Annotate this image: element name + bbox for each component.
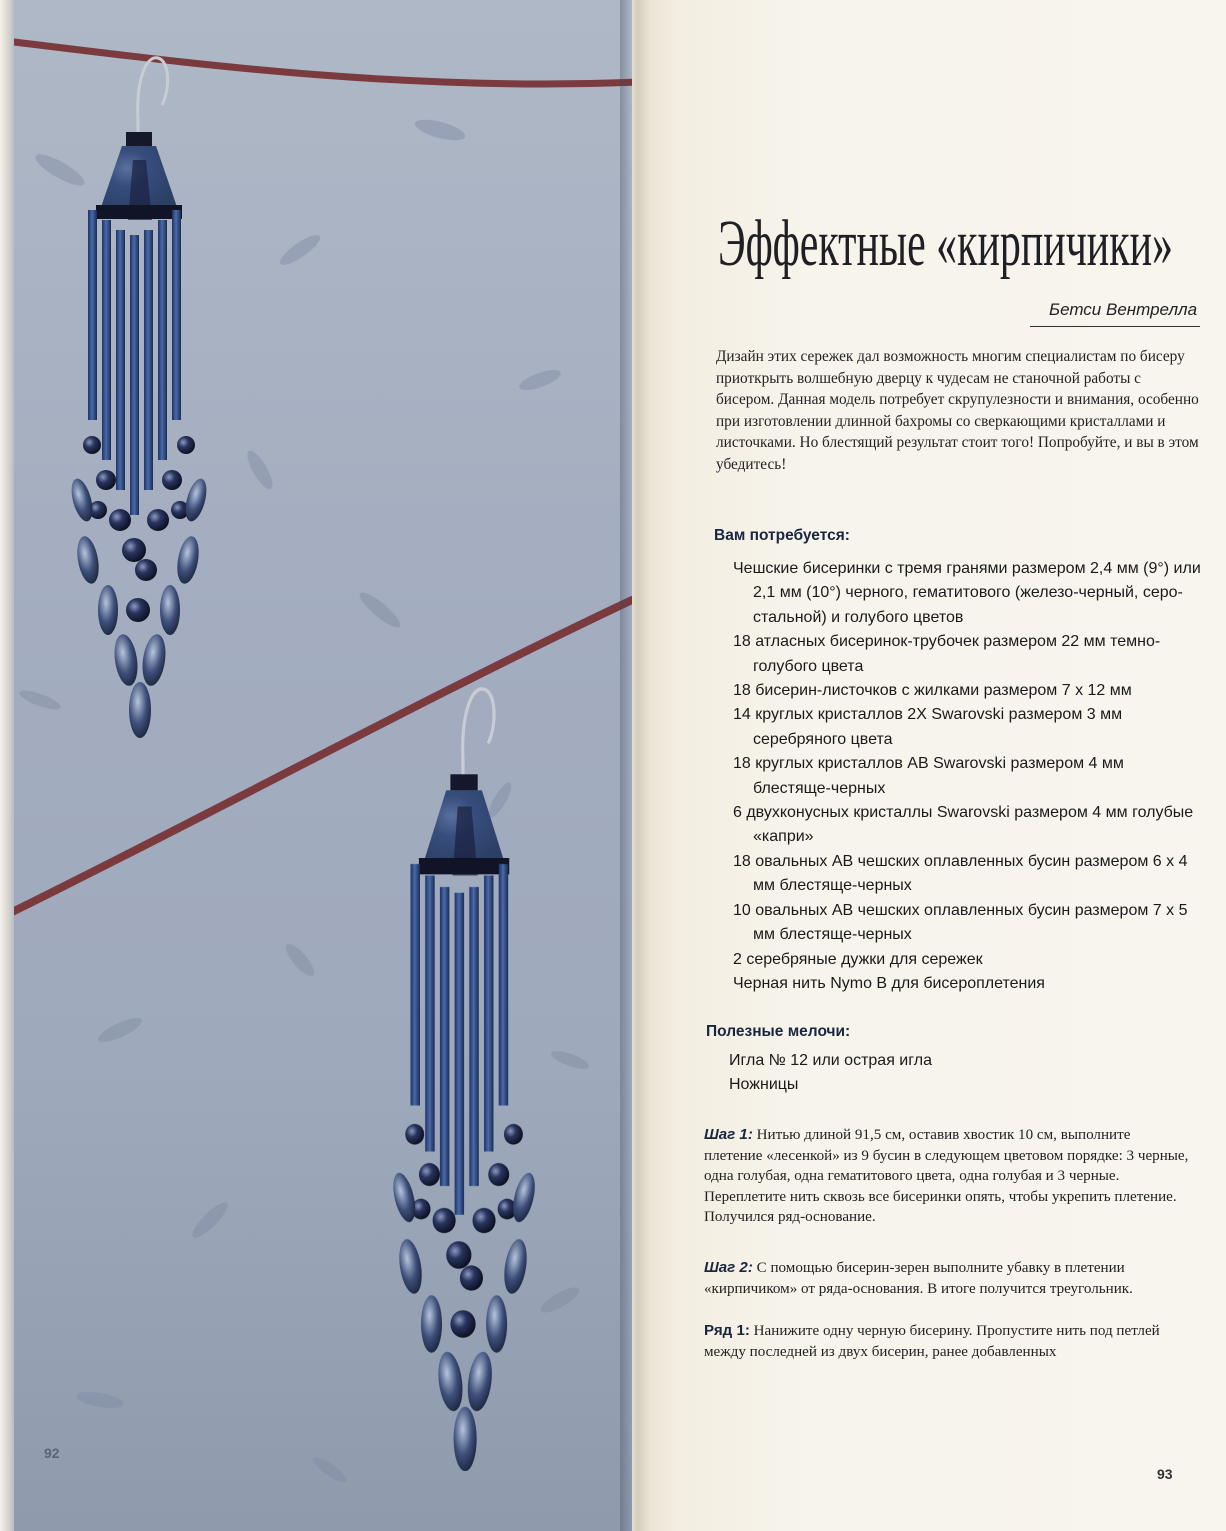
row-1-label: Ряд 1: [704, 1322, 750, 1339]
list-item: 14 круглых кристаллов 2X Swarovski размером 3 мм серебряного цвета [733, 706, 1123, 748]
materials-list [733, 557, 1203, 996]
step-1 [704, 1125, 1190, 1228]
article-title [718, 165, 1198, 305]
page-edge [0, 0, 14, 1531]
list-item: 18 круглых кристаллов AB Swarovski размером 4 мм блестяще-черных [733, 755, 1124, 797]
step-2-text: С помощью бисерин-зерен выполните убавку в плетении «кирпичиком» от ряда-основания. В итоге получится треугольник. [704, 1260, 1133, 1297]
step-2 [704, 1258, 1190, 1299]
materials-heading: Вам потребуется: [714, 527, 850, 544]
step-1-text: Нитью длиной 91,5 см, оставив хвостик 10 см, выполните плетение «лесенкой» из 9 бусин в следующем цветовом порядке: 3 черные, одна голубая, одна гематитового цвета, одна голубая и 3 черные. Переплетите нить сквозь все бисеринки опять, чтобы укрепить плетение. Получился ряд-основание. [704, 1127, 1189, 1226]
list-item: 18 атласных бисеринок-трубочек размером 22 мм темно-голубого цвета [733, 633, 1161, 675]
gutter-shadow [620, 0, 650, 1531]
list-item: Игла № 12 или острая игла [729, 1052, 932, 1069]
step-1-label: Шаг 1: [704, 1126, 753, 1143]
list-item: Черная нить Nymo B для бисероплетения [733, 974, 1045, 992]
list-item: 18 овальных AB чешских оплавленных бусин размером 6 х 4 мм блестяще-черных [733, 852, 1188, 895]
row-1 [704, 1321, 1190, 1362]
list-item: 10 овальных AB чешских оплавленных бусин размером 7 х 5 мм блестяще-черных [733, 901, 1188, 944]
svg-text:Эффектные «кирпичики»: Эффектные «кирпичики» [718, 207, 1173, 280]
step-2-label: Шаг 2: [704, 1259, 753, 1276]
row-1-text: Нанижите одну черную бисерину. Пропустите нить под петлей между последней из двух бисерин, ранее добавленных [704, 1323, 1160, 1360]
page-number-right: 93 [1157, 1466, 1173, 1482]
list-item: 6 двухконусных кристаллы Swarovski размером 4 мм голубые «капри» [733, 804, 1194, 846]
tools-list [729, 1049, 932, 1097]
tools-heading: Полезные мелочи: [706, 1023, 851, 1040]
page-number-left: 92 [44, 1445, 60, 1461]
list-item: Ножницы [729, 1076, 799, 1093]
author-rule [1030, 326, 1200, 327]
author-name: Бетси Вентрелла [1049, 300, 1198, 319]
list-item: Чешские бисеринки с тремя гранями размером 2,4 мм (9°) или 2,1 мм (10°) черного, гематитового (железо-черный, серо-стальной) и голубого цветов [733, 560, 1201, 626]
list-item: 18 бисерин-листочков с жилками размером 7 х 12 мм [733, 682, 1132, 700]
intro-paragraph: Дизайн этих сережек дал возможность многим специалистам по бисеру приоткрыть волшебную дверцу к чудесам не станочной работы с бисером. Данная модель потребует скрупулезности и внимания, особенно при изготовлении длинной бахромы со сверкающими кристаллами и листочками. Но блестящий результат стоит того! Попробуйте, и вы в этом убедитесь! [716, 348, 1199, 473]
list-item: 2 серебряные дужки для сережек [733, 950, 983, 968]
